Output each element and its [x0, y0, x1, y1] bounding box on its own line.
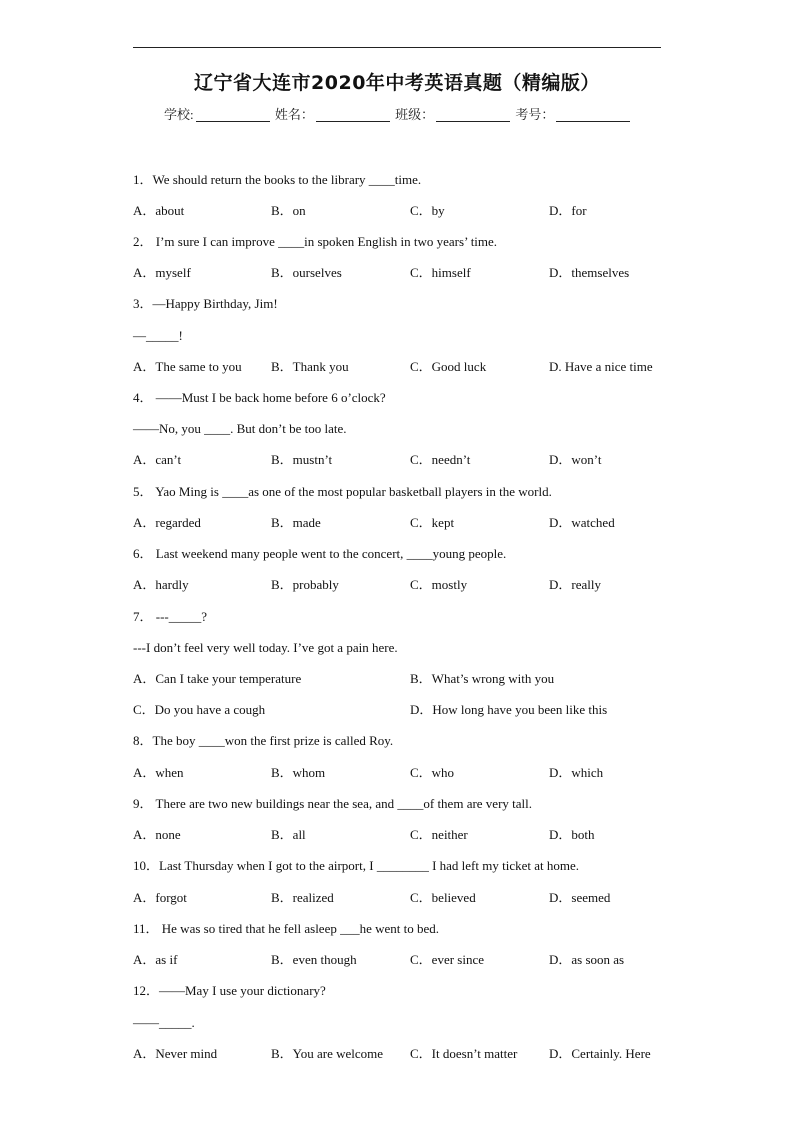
question-9-option-a: A．none	[133, 827, 181, 842]
question-12-option-c: C．It doesn’t matter	[410, 1046, 518, 1061]
school-label: 学校:	[164, 107, 194, 122]
question-4-option-a: A．can’t	[133, 452, 182, 467]
question-2-option-b: B．ourselves	[271, 265, 342, 280]
question-4-option-d: D．won’t	[549, 452, 602, 467]
question-1-option-d: D．for	[549, 203, 587, 218]
question-10-option-d: D．seemed	[549, 890, 611, 905]
question-7-option-c: C．Do you have a cough	[133, 702, 266, 717]
question-6-option-c: C．mostly	[410, 577, 468, 592]
question-6-option-d: D．really	[549, 577, 601, 592]
page-title: 辽宁省大连市2020年中考英语真题（精编版）	[194, 72, 600, 94]
question-5-option-c: C．kept	[410, 515, 455, 530]
question-12-option-d: D．Certainly. Here	[549, 1046, 651, 1061]
question-11-option-a: A．as if	[133, 952, 178, 967]
question-7-option-b: B．What’s wrong with you	[410, 671, 555, 686]
question-2-option-d: D．themselves	[549, 265, 630, 280]
top-rule	[133, 47, 661, 48]
question-8-option-b: B．whom	[271, 765, 326, 780]
question-7-stem: 7． ---_____?	[133, 609, 208, 624]
question-2-option-c: C．himself	[410, 265, 471, 280]
question-1-option-a: A．about	[133, 203, 185, 218]
question-11-stem: 11． He was so tired that he fell asleep ___he went to bed.	[133, 921, 440, 936]
question-12-option-b: B．You are welcome	[271, 1046, 384, 1061]
question-5-stem: 5． Yao Ming is ____as one of the most popular basketball players in the world.	[133, 484, 552, 499]
question-10-option-c: C．believed	[410, 890, 476, 905]
question-3-option-d: D. Have a nice time	[549, 359, 653, 374]
question-1-option-c: C．by	[410, 203, 445, 218]
question-9-option-b: B．all	[271, 827, 306, 842]
question-10-stem: 10．Last Thursday when I got to the airport, I ________ I had left my ticket at home.	[133, 858, 579, 873]
question-10-option-b: B．realized	[271, 890, 334, 905]
question-8-stem: 8．The boy ____won the first prize is called Roy.	[133, 733, 394, 748]
exam-number-blank	[556, 108, 630, 122]
question-5-option-b: B．made	[271, 515, 321, 530]
question-6-option-a: A．hardly	[133, 577, 189, 592]
question-11-option-c: C．ever since	[410, 952, 485, 967]
question-8-option-c: C．who	[410, 765, 455, 780]
school-blank	[196, 108, 270, 122]
question-3-reply: —_____!	[133, 328, 183, 343]
question-7-option-d: D．How long have you been like this	[410, 702, 608, 717]
question-11-option-b: B．even though	[271, 952, 357, 967]
name-label: 姓名：	[274, 107, 314, 122]
question-4-stem: 4． ——Must I be back home before 6 o’clock?	[133, 390, 386, 405]
question-9-stem: 9． There are two new buildings near the sea, and ____of them are very tall.	[133, 796, 533, 811]
question-2-stem: 2． I’m sure I can improve ____in spoken English in two years’ time.	[133, 234, 498, 249]
question-1-option-b: B．on	[271, 203, 306, 218]
question-4-option-c: C．needn’t	[410, 452, 471, 467]
question-6-option-b: B．probably	[271, 577, 339, 592]
question-3-option-b: B．Thank you	[271, 359, 349, 374]
question-10-option-a: A．forgot	[133, 890, 187, 905]
question-9-option-d: D．both	[549, 827, 595, 842]
question-12-reply: ——_____.	[133, 1015, 195, 1030]
question-7-reply: ---I don’t feel very well today. I’ve got a pain here.	[133, 640, 398, 655]
question-3-option-a: A．The same to you	[133, 359, 242, 374]
question-1-stem: 1．We should return the books to the library ____time.	[133, 172, 422, 187]
student-info-line	[164, 104, 632, 123]
question-6-stem: 6． Last weekend many people went to the concert, ____young people.	[133, 546, 507, 561]
question-8-option-a: A．when	[133, 765, 184, 780]
question-5-option-d: D．watched	[549, 515, 615, 530]
class-blank	[436, 108, 510, 122]
name-blank	[316, 108, 390, 122]
question-8-option-d: D．which	[549, 765, 604, 780]
question-12-stem: 12．——May I use your dictionary?	[133, 983, 326, 998]
question-11-option-d: D．as soon as	[549, 952, 625, 967]
question-7-option-a: A．Can I take your temperature	[133, 671, 302, 686]
question-4-option-b: B．mustn’t	[271, 452, 333, 467]
question-9-option-c: C．neither	[410, 827, 468, 842]
question-3-stem: 3．—Happy Birthday, Jim!	[133, 296, 278, 311]
exam-number-label: 考号：	[515, 107, 555, 122]
question-4-reply: ——No, you ____. But don’t be too late.	[133, 421, 347, 436]
question-12-option-a: A．Never mind	[133, 1046, 218, 1061]
class-label: 班级：	[395, 107, 435, 122]
question-2-option-a: A．myself	[133, 265, 191, 280]
question-3-option-c: C．Good luck	[410, 359, 487, 374]
question-5-option-a: A．regarded	[133, 515, 201, 530]
